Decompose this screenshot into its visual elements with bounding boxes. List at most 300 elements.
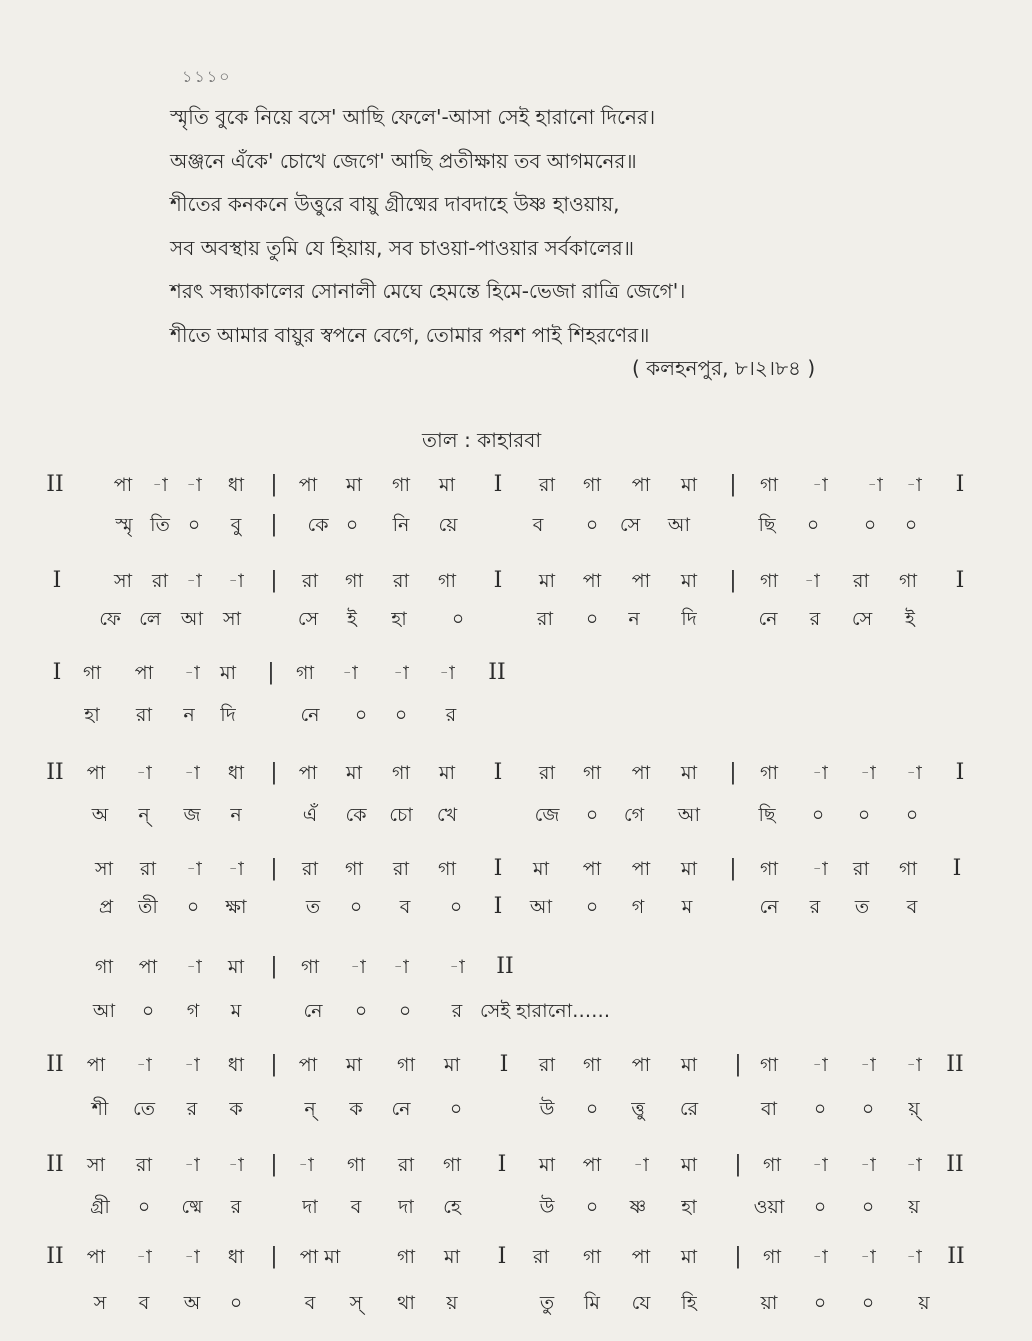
notation-cell: রা xyxy=(537,608,553,630)
notation-cell: -া xyxy=(184,1054,200,1076)
notation-cell: রা xyxy=(140,858,156,880)
notation-cell: উ xyxy=(539,1098,555,1120)
notation-cell: গা xyxy=(760,762,778,784)
notation-cell: পা xyxy=(631,570,651,592)
notation-cell: জে xyxy=(534,804,560,826)
notation-cell: -া xyxy=(812,1054,828,1076)
notation-cell: পা xyxy=(582,858,602,880)
notation-cell: খে xyxy=(436,804,458,826)
notation-cell: পা xyxy=(298,762,318,784)
notation-cell: হি xyxy=(681,1292,697,1314)
notation-row xyxy=(0,756,1032,790)
notation-cell: দি xyxy=(220,704,236,726)
poem-line: সব অবস্থায় তুমি যে হিয়ায়, সব চাওয়া-পাওয়ার সর্বকালের॥ xyxy=(170,235,635,260)
notation-cell: রে xyxy=(679,1098,699,1120)
notation-cell: ০ xyxy=(137,1196,151,1218)
notation-cell: ০ xyxy=(585,804,599,826)
bar-line: II xyxy=(46,760,64,785)
notation-cell: স্ xyxy=(349,1292,363,1314)
notation-cell: গা xyxy=(347,1154,365,1176)
notation-cell: পা xyxy=(298,474,318,496)
notation-cell: ০ xyxy=(451,608,465,630)
bar-line: I xyxy=(955,760,965,785)
notation-cell: ক্ষা xyxy=(225,896,247,918)
notation-cell: মা xyxy=(227,956,245,978)
notation-cell: স xyxy=(93,1292,107,1314)
notation-cell: -া xyxy=(633,1154,649,1176)
notation-cell: ০ xyxy=(449,1098,463,1120)
notation-cell: -া xyxy=(184,1246,200,1268)
bar-line: II xyxy=(946,1152,964,1177)
notation-cell: -া xyxy=(184,762,200,784)
notation-cell: ব xyxy=(532,514,544,536)
notation-cell: ০ xyxy=(904,514,918,536)
notation-cell: নে xyxy=(391,1098,411,1120)
bar-line: I xyxy=(52,660,62,685)
notation-row xyxy=(0,468,1032,502)
notation-cell: ০ xyxy=(187,514,201,536)
notation-cell: রা xyxy=(853,858,869,880)
notation-row xyxy=(0,656,1032,690)
notation-cell: আ xyxy=(667,514,691,536)
notation-cell: ধা xyxy=(227,1054,245,1076)
bar-line: II xyxy=(488,660,506,685)
notation-cell: সেই হারানো…… xyxy=(480,1000,611,1022)
notation-cell: গা xyxy=(763,1154,781,1176)
poem xyxy=(170,96,970,357)
notation-cell: -া xyxy=(906,1246,922,1268)
notation-cell: পা xyxy=(582,1154,602,1176)
notation-cell: ধা xyxy=(227,762,245,784)
notation-cell: গা xyxy=(763,1246,781,1268)
notation-cell: ন্ xyxy=(138,804,150,826)
beat-divider: | xyxy=(267,660,275,685)
poem-line: শীতের কনকনে উত্তুরে বায়ু গ্রীষ্মের দাবদাহে উষ্ণ হাওয়ায়, xyxy=(170,192,620,216)
notation-cell: নে xyxy=(758,608,778,630)
notation-cell: দা xyxy=(398,1196,414,1218)
notation-cell: কে xyxy=(307,514,329,536)
notation-cell: মা xyxy=(532,858,550,880)
notation-cell: মা xyxy=(438,762,456,784)
notation-cell: তু xyxy=(539,1292,555,1314)
beat-divider: | xyxy=(729,568,737,593)
notation-cell: গা xyxy=(397,1246,415,1268)
notation-cell: ন xyxy=(628,608,640,630)
notation-cell: ই xyxy=(905,608,915,630)
notation-cell: -া xyxy=(350,956,366,978)
notation-row xyxy=(0,1286,1032,1320)
notation-cell: -া xyxy=(860,1246,876,1268)
notation-cell: মা xyxy=(345,474,363,496)
notation-cell: ০ xyxy=(585,514,599,536)
notation-cell: -া xyxy=(298,1154,314,1176)
beat-divider: | xyxy=(270,472,278,497)
bar-line: I xyxy=(52,568,62,593)
notation-cell: রা xyxy=(853,570,869,592)
notation-cell: গা xyxy=(760,858,778,880)
notation-cell: ধা xyxy=(227,1246,245,1268)
poem-line: শীতে আমার বায়ুর স্বপনে বেগে, তোমার পরশ পাই শিহরণের॥ xyxy=(170,322,650,347)
beat-divider: | xyxy=(270,512,278,537)
notation-cell: আ xyxy=(180,608,204,630)
notation-cell: ০ xyxy=(585,896,599,918)
notation-cell: পা xyxy=(113,474,133,496)
beat-divider: | xyxy=(734,1244,742,1269)
notation-cell: -া xyxy=(812,762,828,784)
notation-cell: সা xyxy=(222,608,242,630)
notation-cell: নে xyxy=(300,704,320,726)
notation-cell: গা xyxy=(438,858,456,880)
notation-cell: গা xyxy=(583,1246,601,1268)
notation-cell: নি xyxy=(392,514,410,536)
notation-cell: ০ xyxy=(861,1292,875,1314)
bar-line: I xyxy=(493,472,503,497)
beat-divider: | xyxy=(729,472,737,497)
notation-cell: ফে xyxy=(99,608,121,630)
notation-cell: মা xyxy=(443,1054,461,1076)
notation-cell: ক xyxy=(349,1098,363,1120)
notation-cell: র xyxy=(230,1196,242,1218)
notation-cell: এঁ xyxy=(302,804,318,826)
notation-row xyxy=(0,852,1032,886)
notation-cell: ম xyxy=(230,1000,242,1022)
notation-cell: গ xyxy=(186,1000,200,1022)
notation-cell: ০ xyxy=(229,1292,243,1314)
notation-cell: -া xyxy=(342,662,358,684)
notation-cell: ০ xyxy=(861,1196,875,1218)
notation-row xyxy=(0,564,1032,598)
notation-cell: য় xyxy=(908,1196,920,1218)
notation-cell: পা মা xyxy=(299,1246,341,1268)
notation-cell: -া xyxy=(439,662,455,684)
notation-cell: ০ xyxy=(905,804,919,826)
notation-cell: রা xyxy=(136,1154,152,1176)
notation-cell: হা xyxy=(84,704,100,726)
notation-cell: ০ xyxy=(449,896,463,918)
notation-cell: ০ xyxy=(394,704,408,726)
notation-cell: -া xyxy=(186,956,202,978)
notation-cell: পা xyxy=(631,1246,651,1268)
notation-cell: হা xyxy=(391,608,407,630)
notation-cell: পা xyxy=(631,858,651,880)
notation-cell: গা xyxy=(443,1154,461,1176)
notation-cell: সে xyxy=(851,608,873,630)
place-date-note: ( কলহনপুর, ৮।২।৮৪ ) xyxy=(632,356,816,380)
notation-cell: গা xyxy=(760,474,778,496)
notation-row xyxy=(0,890,1032,924)
notation-cell: যে xyxy=(631,1292,651,1314)
notation-cell: র xyxy=(809,608,821,630)
beat-divider: | xyxy=(734,1152,742,1177)
notation-cell: -া xyxy=(812,474,828,496)
notation-row xyxy=(0,508,1032,542)
notation-cell: হে xyxy=(443,1196,461,1218)
bar-line: I xyxy=(493,894,503,919)
notation-cell: গা xyxy=(760,1054,778,1076)
notation-cell: রা xyxy=(152,570,168,592)
notation-cell: সা xyxy=(86,1154,106,1176)
notation-cell: বা xyxy=(760,1098,778,1120)
notation-cell: -া xyxy=(136,762,152,784)
notation-cell: তে xyxy=(133,1098,155,1120)
notation-cell: ০ xyxy=(354,1000,368,1022)
notation-cell: -া xyxy=(906,1054,922,1076)
notation-cell: -া xyxy=(228,570,244,592)
notation-row xyxy=(0,1092,1032,1126)
notation-cell: রা xyxy=(136,704,152,726)
bar-line: I xyxy=(493,856,503,881)
bar-line: I xyxy=(499,1052,509,1077)
notation-cell: -া xyxy=(152,474,168,496)
notation-cell: গা xyxy=(760,570,778,592)
notation-cell: ০ xyxy=(398,1000,412,1022)
beat-divider: | xyxy=(270,1052,278,1077)
beat-divider: | xyxy=(270,760,278,785)
notation-cell: সে xyxy=(297,608,319,630)
beat-divider: | xyxy=(734,1052,742,1077)
bar-line: II xyxy=(947,1244,965,1269)
notation-cell: ষ্ণ xyxy=(629,1196,647,1218)
bar-line: I xyxy=(497,1152,507,1177)
notation-cell: মা xyxy=(680,1154,698,1176)
notation-cell: ন্ xyxy=(304,1098,316,1120)
notation-cell: ত xyxy=(305,896,321,918)
notation-cell: -া xyxy=(812,1154,828,1176)
notation-cell: রা xyxy=(398,1154,414,1176)
notation-cell: গা xyxy=(392,474,410,496)
notation-cell: -া xyxy=(812,1246,828,1268)
notation-cell: মা xyxy=(345,1054,363,1076)
notation-cell: -া xyxy=(393,662,409,684)
notation-cell: ০ xyxy=(813,1098,827,1120)
notation-cell: গা xyxy=(296,662,314,684)
notation-row xyxy=(0,1240,1032,1274)
beat-divider: | xyxy=(270,954,278,979)
beat-divider: | xyxy=(270,1244,278,1269)
notation-cell: -া xyxy=(393,956,409,978)
notation-cell: গা xyxy=(95,956,113,978)
notation-cell: গা xyxy=(438,570,456,592)
notation-cell: য়্ xyxy=(908,1098,920,1120)
bar-line: II xyxy=(46,1152,64,1177)
poem-line: অঞ্জনে এঁকে' চোখে জেগে' আছি প্রতীক্ষায় তব আগমনের॥ xyxy=(170,148,637,173)
notation-cell: পা xyxy=(631,762,651,784)
notation-cell: সা xyxy=(94,858,114,880)
notation-cell: -া xyxy=(186,570,202,592)
notation-cell: পা xyxy=(138,956,158,978)
notation-cell: ০ xyxy=(806,514,820,536)
beat-divider: | xyxy=(729,760,737,785)
notation-cell: মা xyxy=(538,1154,556,1176)
notation-cell: ন xyxy=(230,804,242,826)
beat-divider: | xyxy=(270,568,278,593)
notation-cell: রা xyxy=(539,474,555,496)
notation-cell: -া xyxy=(906,474,922,496)
notation-cell: রা xyxy=(302,858,318,880)
notation-cell: আ xyxy=(677,804,701,826)
notation-cell: আ xyxy=(529,896,553,918)
notation-cell: ছি xyxy=(758,514,776,536)
notation-cell: বু xyxy=(230,514,242,536)
notation-cell: -া xyxy=(228,858,244,880)
notation-cell: ধা xyxy=(227,474,245,496)
notation-cell: ওয়া xyxy=(753,1196,785,1218)
notation-cell: ০ xyxy=(141,1000,155,1022)
notation-cell: গা xyxy=(301,956,319,978)
notation-cell: গা xyxy=(397,1054,415,1076)
notation-cell: মা xyxy=(680,858,698,880)
notation-cell: মি xyxy=(584,1292,600,1314)
notation-cell: -া xyxy=(184,662,200,684)
tala-heading: তাল : কাহারবা xyxy=(422,428,542,452)
notation-cell: ০ xyxy=(354,704,368,726)
notation-cell: -া xyxy=(186,474,202,496)
notation-cell: মা xyxy=(219,662,237,684)
notation-cell: ব xyxy=(304,1292,316,1314)
notation-cell: ম xyxy=(681,896,693,918)
notation-cell: গা xyxy=(583,762,601,784)
notation-cell: মা xyxy=(538,570,556,592)
notation-cell: অ xyxy=(91,804,109,826)
notation-row xyxy=(0,698,1032,732)
notation-cell: ০ xyxy=(811,804,825,826)
notation-cell: র xyxy=(186,1098,198,1120)
notation-cell: রা xyxy=(393,858,409,880)
notation-cell: ব xyxy=(350,1196,362,1218)
notation-cell: মা xyxy=(680,474,698,496)
notation-cell: -া xyxy=(906,762,922,784)
notation-cell: গে xyxy=(623,804,645,826)
notation-cell: দি xyxy=(681,608,697,630)
notation-cell: গা xyxy=(899,858,917,880)
notation-cell: পা xyxy=(298,1054,318,1076)
notation-cell: ব xyxy=(138,1292,150,1314)
notation-cell: -া xyxy=(906,1154,922,1176)
notation-cell: র xyxy=(445,704,457,726)
notation-row xyxy=(0,1148,1032,1182)
bar-line: I xyxy=(955,472,965,497)
notation-cell: মা xyxy=(680,570,698,592)
notation-cell: ০ xyxy=(585,1098,599,1120)
notation-cell: ন xyxy=(183,704,195,726)
notation-cell: রা xyxy=(302,570,318,592)
page-number: ১১১০ xyxy=(182,67,232,86)
notation-cell: আ xyxy=(92,1000,116,1022)
notation-cell: -া xyxy=(136,1054,152,1076)
notation-cell: ক xyxy=(229,1098,243,1120)
notation-cell: অ xyxy=(183,1292,201,1314)
notation-cell: ব xyxy=(399,896,411,918)
notation-cell: য় xyxy=(446,1292,458,1314)
notation-cell: ০ xyxy=(585,608,599,630)
notation-cell: হা xyxy=(681,1196,697,1218)
notation-cell: -া xyxy=(812,858,828,880)
notation-cell: গ্রী xyxy=(90,1196,110,1218)
notation-cell: -া xyxy=(184,1154,200,1176)
notation-cell: -া xyxy=(136,1246,152,1268)
notation-cell: গা xyxy=(392,762,410,784)
notation-cell: -া xyxy=(860,1054,876,1076)
bar-line: II xyxy=(46,472,64,497)
bar-line: II xyxy=(946,1052,964,1077)
notation-cell: ০ xyxy=(585,1196,599,1218)
notation-cell: পা xyxy=(86,1246,106,1268)
notation-cell: -া xyxy=(186,858,202,880)
bar-line: II xyxy=(46,1052,64,1077)
notation-cell: মা xyxy=(680,1054,698,1076)
bar-line: II xyxy=(46,1244,64,1269)
notation-cell: -া xyxy=(804,570,820,592)
notation-row xyxy=(0,602,1032,636)
notation-cell: প্র xyxy=(98,896,114,918)
bar-line: I xyxy=(497,1244,507,1269)
notation-cell: চো xyxy=(389,804,413,826)
notation-cell: -া xyxy=(860,762,876,784)
notation-cell: জ xyxy=(183,804,201,826)
notation-cell: তী xyxy=(138,896,158,918)
notation-cell: রা xyxy=(539,1054,555,1076)
notation-cell: ০ xyxy=(857,804,871,826)
notation-row xyxy=(0,1048,1032,1082)
notation-cell: পা xyxy=(631,1054,651,1076)
notation-row xyxy=(0,950,1032,984)
notation-cell: নে xyxy=(759,896,779,918)
notation-cell: গ xyxy=(631,896,645,918)
poem-line: স্মৃতি বুকে নিয়ে বসে' আছি ফেলে'-আসা সেই হারানো দিনের। xyxy=(170,105,656,129)
notation-cell: মা xyxy=(345,762,363,784)
notation-cell: ০ xyxy=(863,514,877,536)
notation-cell: লে xyxy=(139,608,161,630)
notation-cell: ০ xyxy=(349,896,363,918)
notation-row xyxy=(0,994,1032,1028)
notation-cell: -া xyxy=(449,956,465,978)
notation-cell: থা xyxy=(397,1292,415,1314)
beat-divider: | xyxy=(270,1152,278,1177)
bar-line: I xyxy=(955,568,965,593)
notation-cell: গা xyxy=(345,570,363,592)
notation-cell: গা xyxy=(83,662,101,684)
beat-divider: | xyxy=(729,856,737,881)
notation-cell: গা xyxy=(899,570,917,592)
notation-cell: পা xyxy=(631,474,651,496)
notation-cell: শী xyxy=(91,1098,109,1120)
notation-cell: গা xyxy=(583,474,601,496)
bar-line: I xyxy=(493,568,503,593)
notation-cell: মা xyxy=(443,1246,461,1268)
notation-cell: পা xyxy=(582,570,602,592)
notation-cell: ০ xyxy=(861,1098,875,1120)
notation-cell: স্মৃ xyxy=(115,514,133,536)
notation-cell: ০ xyxy=(186,896,200,918)
notation-cell: পা xyxy=(86,1054,106,1076)
notation-cell: -া xyxy=(228,1154,244,1176)
notation-cell: সে xyxy=(619,514,641,536)
notation-cell: ষ্মে xyxy=(181,1196,203,1218)
beat-divider: | xyxy=(270,856,278,881)
notation-cell: দা xyxy=(302,1196,318,1218)
notation-cell: কে xyxy=(345,804,367,826)
notation-cell: -া xyxy=(860,1154,876,1176)
notation-cell: উ xyxy=(539,1196,555,1218)
bar-line: I xyxy=(493,760,503,785)
notation-cell: ব xyxy=(906,896,918,918)
notation-cell: পা xyxy=(86,762,106,784)
notation-cell: ত xyxy=(854,896,870,918)
notation-cell: সা xyxy=(113,570,133,592)
notation-cell: ই xyxy=(347,608,357,630)
notation-cell: র xyxy=(809,896,821,918)
notation-cell: য়া xyxy=(760,1292,778,1314)
